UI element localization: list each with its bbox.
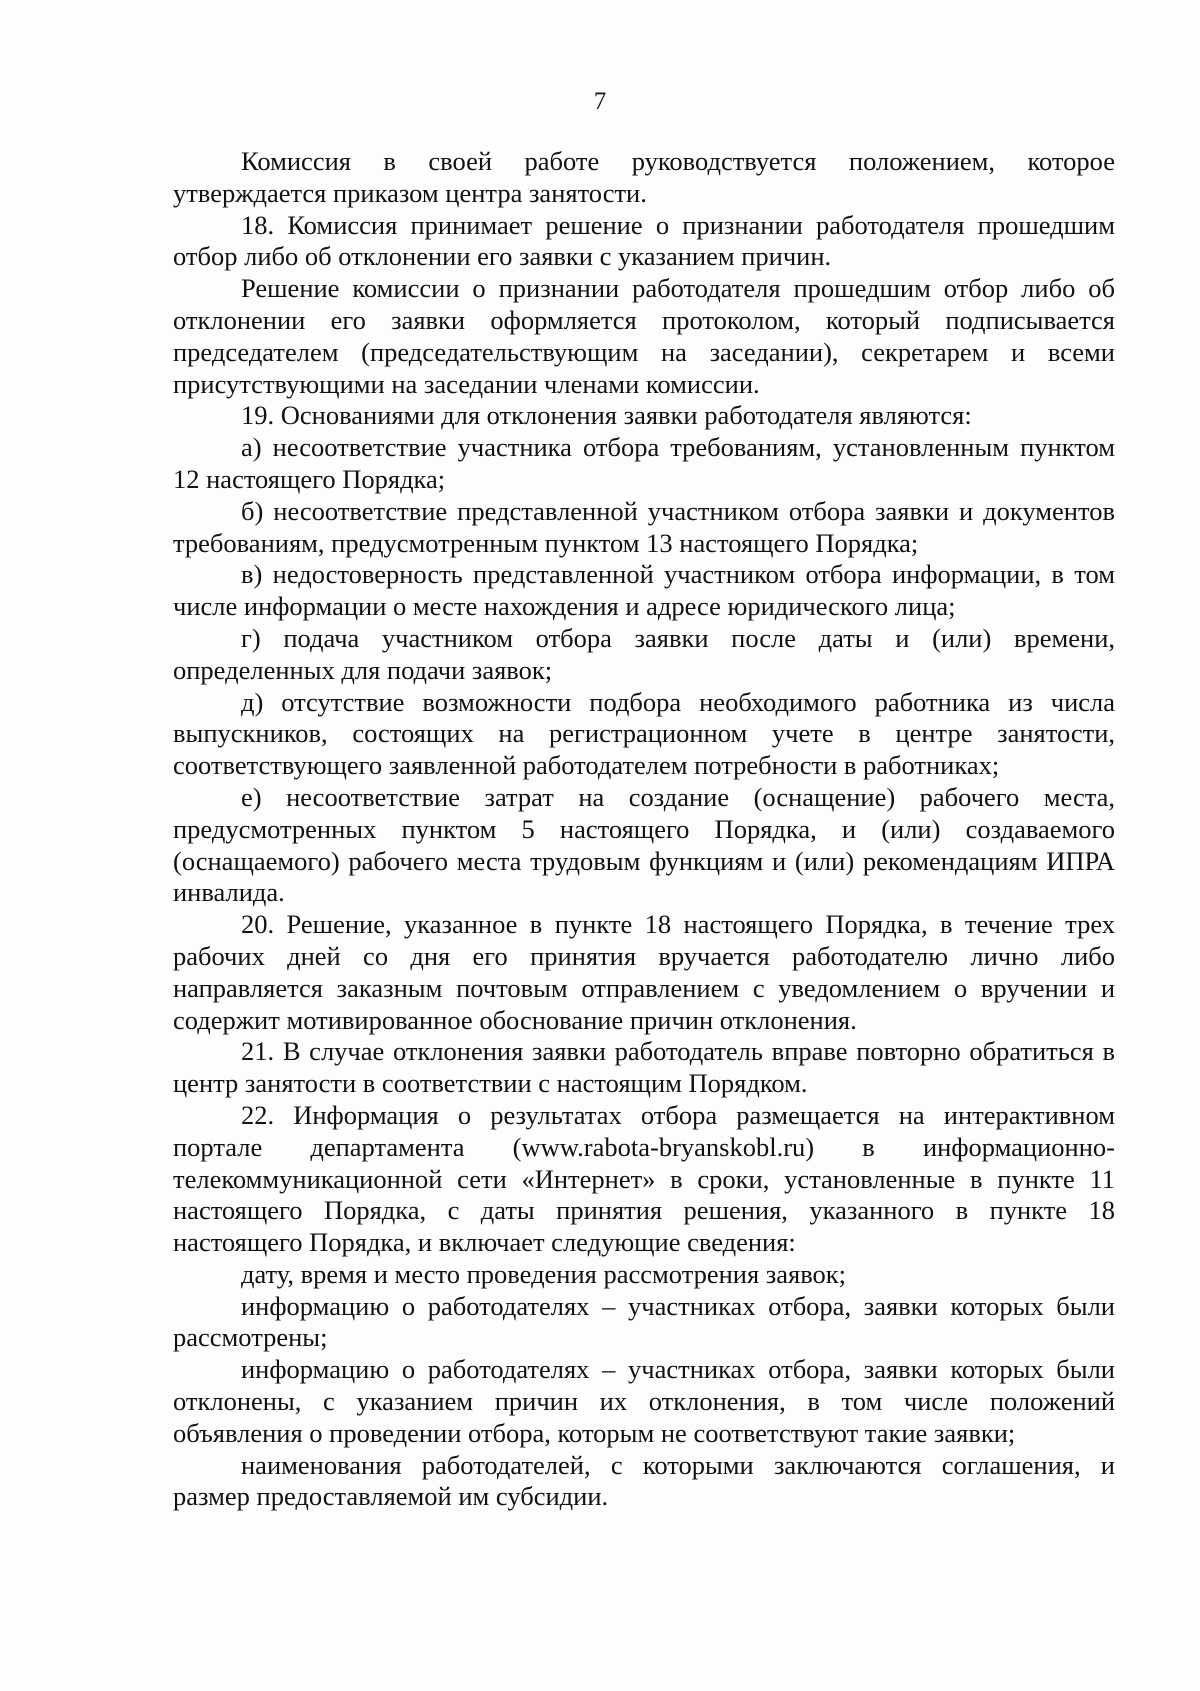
paragraph: 21. В случае отклонения заявки работодатель вправе повторно обратиться в центр занятости в соответствии с настоящим Порядком. [173, 1036, 1115, 1099]
paragraph: информацию о работодателях – участниках отбора, заявки которых были рассмотрены; [173, 1290, 1115, 1353]
paragraph: в) недостоверность представленной участником отбора информации, в том числе информации о месте нахождения и адресе юридического лица; [173, 559, 1115, 622]
paragraph: Решение комиссии о признании работодателя прошедшим отбор либо об отклонении его заявки оформляется протоколом, который подписывается председателем (председательствующим на заседании), секретарем и всеми присутствующими на заседании членами комиссии. [173, 273, 1115, 399]
paragraph: 20. Решение, указанное в пункте 18 настоящего Порядка, в течение трех рабочих дней со дня его принятия вручается работодателю лично либо направляется заказным почтовым отправлением с уведомлением о вручении и содержит мотивированное обоснование причин отклонения. [173, 909, 1115, 1035]
paragraph: б) несоответствие представленной участником отбора заявки и документов требованиям, предусмотренным пунктом 13 настоящего Порядка; [173, 495, 1115, 558]
paragraph: информацию о работодателях – участниках отбора, заявки которых были отклонены, с указанием причин их отклонения, в том числе положений объявления о проведении отбора, которым не соответствуют такие заявки; [173, 1354, 1115, 1448]
page-number: 7 [593, 88, 607, 115]
document-body [173, 146, 1115, 1513]
paragraph: е) несоответствие затрат на создание (оснащение) рабочего места, предусмотренных пунктом 5 настоящего Порядка, и (или) создаваемого (оснащаемого) рабочего места трудовым функциям и (или) рекомендациям ИПРА инвалида. [173, 781, 1115, 908]
paragraph: д) отсутствие возможности подбора необходимого работника из числа выпускников, состоящих на регистрационном учете в центре занятости, соответствующего заявленной работодателем потребности в работниках; [173, 686, 1115, 781]
paragraph: наименования работодателей, с которыми заключаются соглашения, и размер предоставляемой им субсидии. [173, 1449, 1115, 1512]
paragraph: 19. Основаниями для отклонения заявки работодателя являются: [241, 400, 972, 431]
paragraph: Комиссия в своей работе руководствуется положением, которое утверждается приказом центра занятости. [173, 146, 1115, 208]
paragraph: г) подача участником отбора заявки после даты и (или) времени, определенных для подачи заявок; [173, 622, 1115, 685]
paragraph: 18. Комиссия принимает решение о признании работодателя прошедшим отбор либо об отклонении его заявки с указанием причин. [173, 209, 1115, 272]
paragraph: дату, время и место проведения рассмотрения заявок; [241, 1258, 847, 1289]
paragraph: а) несоответствие участника отбора требованиям, установленным пунктом 12 настоящего Порядка; [173, 432, 1115, 494]
paragraph: 22. Информация о результатах отбора размещается на интерактивном портале департамента (www.rabota-bryanskobl.ru) в информационно-телекоммуникационной сети «Интернет» в сроки, установленные в пункте 11 настоящего Порядка, с даты принятия решения, указанного в пункте 18 настоящего Порядка, и включает следующие сведения: [173, 1099, 1115, 1258]
